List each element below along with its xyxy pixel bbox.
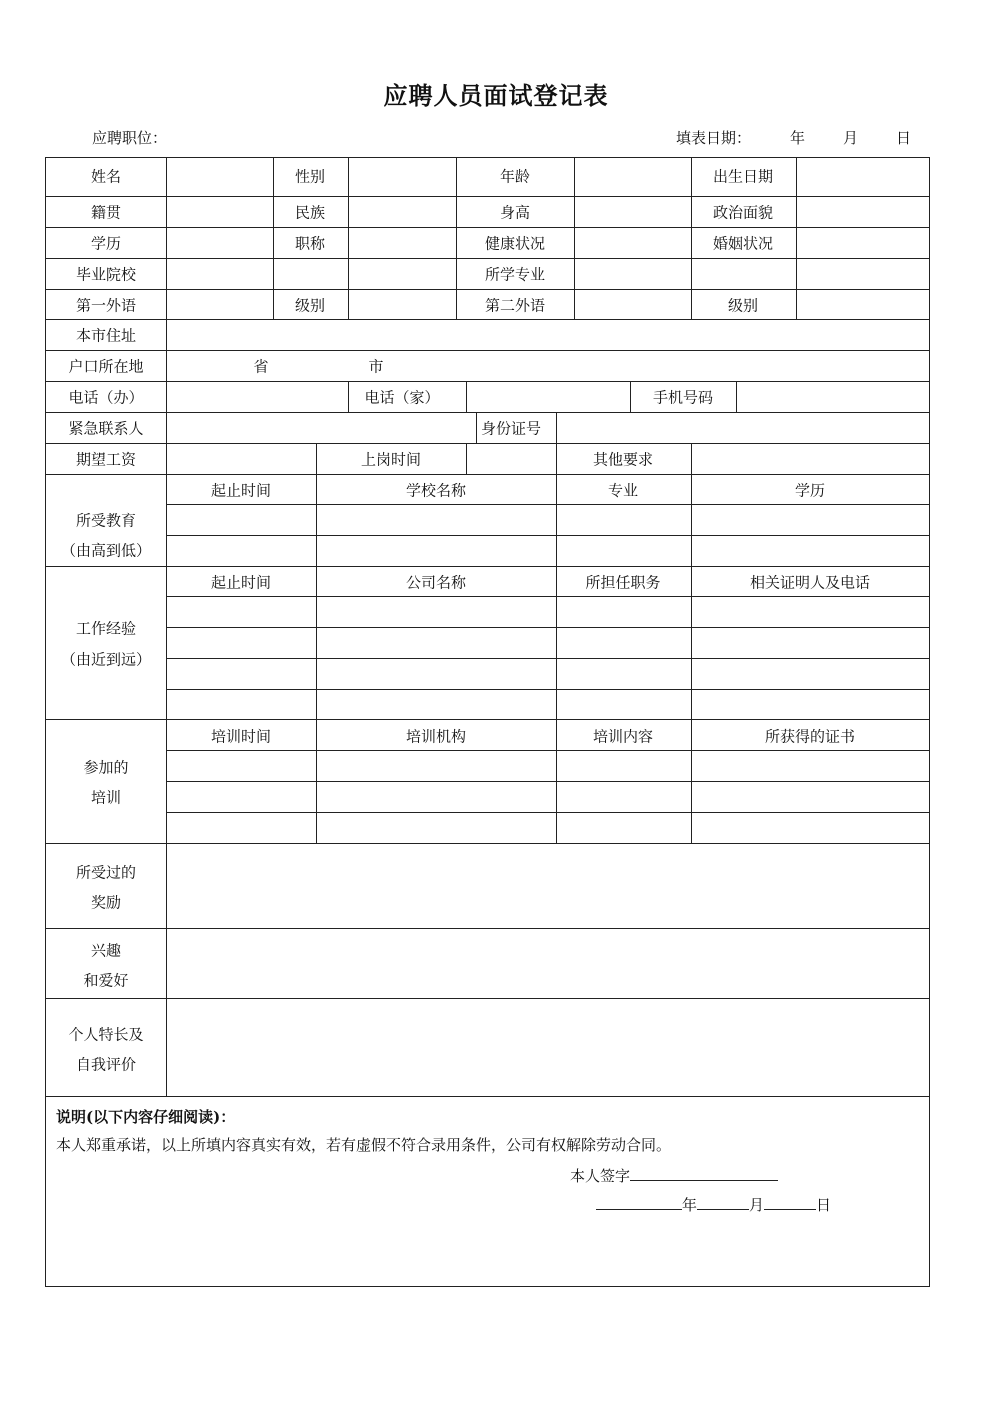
section-divider <box>46 566 929 567</box>
notes-title: 说明(以下内容仔细阅读)： <box>56 1108 236 1126</box>
signature-day-blank[interactable] <box>764 1194 816 1210</box>
native-place-label: 籍贯 <box>90 203 122 222</box>
row-divider <box>166 689 929 690</box>
emergency-contact-label: 紧急联系人 <box>68 419 144 438</box>
column-divider <box>466 443 467 474</box>
training-header-certificate: 所获得的证书 <box>764 727 856 746</box>
column-divider <box>348 381 349 412</box>
marital-status-label: 婚姻状况 <box>712 234 774 253</box>
column-divider <box>796 289 797 319</box>
column-divider <box>348 158 349 289</box>
education-section-sublabel: （由高到低） <box>60 541 152 560</box>
work-header-position: 所担任职务 <box>585 573 661 592</box>
section-divider <box>46 843 929 844</box>
training-section-label: 参加的 <box>83 758 129 777</box>
health-label: 健康状况 <box>484 234 546 253</box>
signature-month: 月 <box>749 1196 765 1214</box>
signature-label: 本人签字 <box>570 1167 631 1185</box>
row-divider <box>166 781 929 782</box>
column-divider <box>316 474 317 843</box>
row-divider <box>46 350 929 351</box>
section-divider <box>46 1096 929 1097</box>
notes-text: 本人郑重承诺，以上所填内容真实有效，若有虚假不符合录用条件，公司有权解除劳动合同。 <box>56 1136 672 1154</box>
signature-day: 日 <box>816 1196 832 1214</box>
position-label: 应聘职位： <box>92 129 168 147</box>
education-level-label: 学历 <box>90 234 122 253</box>
column-divider <box>273 158 274 289</box>
training-header-institution: 培训机构 <box>405 727 467 746</box>
self-eval-sublabel: 自我评价 <box>75 1055 137 1074</box>
expected-salary-label: 期望工资 <box>75 450 137 469</box>
awards-sublabel: 奖励 <box>90 893 122 912</box>
signature-year: 年 <box>682 1196 698 1214</box>
row-divider <box>166 627 929 628</box>
section-divider <box>46 928 929 929</box>
column-divider <box>574 258 575 319</box>
first-language-label: 第一外语 <box>75 296 137 315</box>
major-label: 所学专业 <box>484 265 546 284</box>
column-divider <box>556 443 557 474</box>
column-divider <box>166 158 167 1096</box>
fill-date-year: 年 <box>790 129 806 147</box>
column-divider <box>476 412 477 443</box>
column-divider <box>466 381 467 412</box>
edu-header-period: 起止时间 <box>210 481 272 500</box>
column-divider <box>630 381 631 412</box>
column-divider <box>273 289 274 319</box>
column-divider <box>691 474 692 843</box>
row-divider <box>46 443 929 444</box>
work-section-sublabel: （由近到远） <box>60 650 152 669</box>
level-label: 级别 <box>294 296 326 315</box>
column-divider <box>736 381 737 412</box>
signature-line <box>570 1165 778 1186</box>
registration-form <box>45 157 930 1287</box>
work-header-company: 公司名称 <box>405 573 467 592</box>
hobbies-sublabel: 和爱好 <box>83 971 129 990</box>
work-header-reference: 相关证明人及电话 <box>749 573 871 592</box>
training-header-content: 培训内容 <box>592 727 654 746</box>
height-label: 身高 <box>499 203 531 222</box>
work-section-label: 工作经验 <box>75 619 137 638</box>
column-divider <box>691 158 692 289</box>
level-label: 级别 <box>727 296 759 315</box>
column-divider <box>456 258 457 319</box>
row-divider <box>166 596 929 597</box>
id-number-label: 身份证号 <box>480 419 542 438</box>
job-title-label: 职称 <box>294 234 326 253</box>
education-section-label: 所受教育 <box>75 511 137 530</box>
training-header-time: 培训时间 <box>210 727 272 746</box>
column-divider <box>691 289 692 319</box>
graduated-school-label: 毕业院校 <box>75 265 137 284</box>
age-label: 年龄 <box>499 167 531 186</box>
fill-date-month: 月 <box>843 129 859 147</box>
edu-header-degree: 学历 <box>794 481 826 500</box>
edu-header-major: 专业 <box>607 481 639 500</box>
form-title: 应聘人员面试登记表 <box>383 81 609 110</box>
fill-date-day: 日 <box>896 129 912 147</box>
column-divider <box>556 412 557 443</box>
edu-header-school: 学校名称 <box>405 481 467 500</box>
signature-year-blank[interactable] <box>596 1194 682 1210</box>
column-divider <box>691 443 692 474</box>
training-section-sublabel: 培训 <box>90 788 122 807</box>
column-divider <box>556 474 557 843</box>
local-address-label: 本市住址 <box>75 326 137 345</box>
other-requirements-label: 其他要求 <box>592 450 654 469</box>
row-divider <box>166 504 929 505</box>
signature-blank[interactable] <box>630 1165 778 1181</box>
self-eval-label: 个人特长及 <box>68 1025 144 1044</box>
section-divider <box>46 719 929 720</box>
row-divider <box>46 412 929 413</box>
fill-date-label: 填表日期： <box>676 129 752 147</box>
work-header-period: 起止时间 <box>210 573 272 592</box>
political-status-label: 政治面貌 <box>712 203 774 222</box>
name-label: 姓名 <box>90 167 122 186</box>
row-divider <box>46 474 929 475</box>
column-divider <box>316 443 317 474</box>
row-divider <box>46 319 929 320</box>
column-divider <box>796 158 797 289</box>
hobbies-label: 兴趣 <box>90 941 122 960</box>
city-label: 市 <box>368 357 384 376</box>
signature-date-line <box>596 1194 831 1215</box>
row-divider <box>166 658 929 659</box>
birth-date-label: 出生日期 <box>712 167 774 186</box>
signature-month-blank[interactable] <box>697 1194 749 1210</box>
row-divider <box>46 381 929 382</box>
gender-label: 性别 <box>294 167 326 186</box>
mobile-label: 手机号码 <box>652 388 714 407</box>
section-divider <box>46 998 929 999</box>
awards-label: 所受过的 <box>75 863 137 882</box>
home-phone-label: 电话（家） <box>364 388 440 407</box>
office-phone-label: 电话（办） <box>68 388 144 407</box>
start-date-label: 上岗时间 <box>360 450 422 469</box>
ethnicity-label: 民族 <box>294 203 326 222</box>
row-divider <box>166 750 929 751</box>
row-divider <box>166 812 929 813</box>
household-registration-label: 户口所在地 <box>68 357 144 376</box>
row-divider <box>166 535 929 536</box>
column-divider <box>348 289 349 319</box>
second-language-label: 第二外语 <box>484 296 546 315</box>
province-label: 省 <box>253 357 269 376</box>
